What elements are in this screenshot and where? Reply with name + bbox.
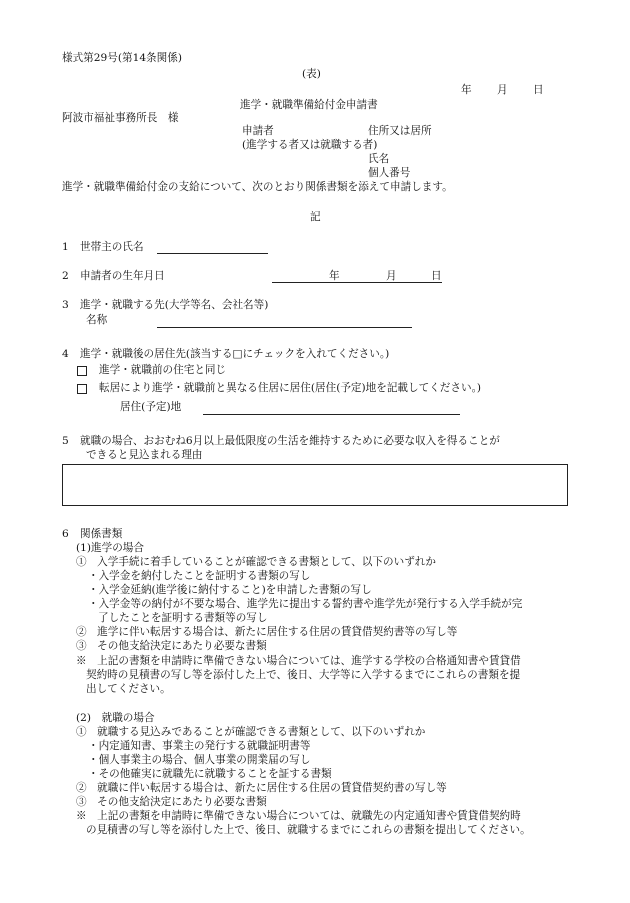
birthdate-field[interactable] xyxy=(272,282,442,283)
s1-bullet3a: ・入学金等の納付が不要な場合、進学先に提出する誓約書や進学先が発行する入学手続が完 xyxy=(88,598,523,610)
q2-year-label: 年 xyxy=(329,270,340,282)
s1-note2: 契約時の見積書の写し等を添付した上で、後日、大学等に入学するまでにこれらの書類を提 xyxy=(86,669,521,681)
applicant-label: 申請者 xyxy=(242,125,274,137)
q5-line2: できると見込まれる理由 xyxy=(86,449,203,461)
q1-number: 1 xyxy=(62,241,69,253)
personal-number-label: 個人番号 xyxy=(368,167,411,179)
s2-item1: ① 就職する見込みであることが確認できる書類として、以下のいずれか xyxy=(76,726,426,738)
q4-label: 進学・就職後の居住先(該当する□にチェックを入れてください。) xyxy=(80,348,390,360)
employment-reason-box[interactable] xyxy=(62,464,568,506)
residence-field[interactable] xyxy=(203,414,460,415)
s2-note1: ※ 上記の書類を申請時に準備できない場合については、就職先の内定通知書や賃貸借契約時 xyxy=(76,810,521,822)
q4-option2-label: 転居により進学・就職前と異なる住居に居住(居住(予定)地を記載してください。) xyxy=(99,382,482,394)
destination-name-field[interactable] xyxy=(157,327,412,328)
date-month-label: 月 xyxy=(497,84,508,96)
date-year-label: 年 xyxy=(461,84,472,96)
name-label: 氏名 xyxy=(368,153,390,165)
s2-bullet1: ・内定通知書、事業主の発行する就職証明書等 xyxy=(88,740,311,752)
moved-residence-checkbox[interactable] xyxy=(77,384,87,394)
addressee: 阿波市福祉事務所長 様 xyxy=(62,112,179,124)
applicant-sub-label: (進学する者又は就職する者) xyxy=(242,139,378,151)
same-residence-checkbox[interactable] xyxy=(77,366,87,376)
s2-bullet2: ・個人事業主の場合、個人事業の開業届の写し xyxy=(88,754,311,766)
s1-item1: ① 入学手続に着手していることが確認できる書類として、以下のいずれか xyxy=(76,556,436,568)
s2-title: (2) 就職の場合 xyxy=(76,712,155,724)
q3-label: 進学・就職する先(大学等名、会社名等) xyxy=(80,299,269,311)
s1-title: (1)進学の場合 xyxy=(76,542,144,554)
q5-number: 5 xyxy=(62,435,69,447)
form-title: 進学・就職準備給付金申請書 xyxy=(240,99,378,111)
s2-note2: の見積書の写し等を添付した上で、後日、就職するまでにこれらの書類を提出してください。 xyxy=(86,824,531,836)
q4-option1-label: 進学・就職前の住宅と同じ xyxy=(99,364,227,376)
q2-label: 申請者の生年月日 xyxy=(80,270,165,282)
date-day-label: 日 xyxy=(533,84,544,96)
q5-line1: 就職の場合、おおむね6月以上最低限度の生活を維持するために必要な収入を得ることが xyxy=(80,435,500,447)
q6-label: 関係書類 xyxy=(80,528,123,540)
s1-item2: ② 進学に伴い転居する場合は、新たに居住する住居の賃貸借契約書等の写し等 xyxy=(76,626,458,638)
form-number: 様式第29号(第14条関係) xyxy=(62,52,182,64)
ki-label: 記 xyxy=(310,211,321,223)
q2-number: 2 xyxy=(62,270,69,282)
s2-bullet3: ・その他確実に就職先に就職することを証する書類 xyxy=(88,768,332,780)
s2-item3: ③ その他支給決定にあたり必要な書類 xyxy=(76,796,267,808)
s1-bullet2: ・入学金延納(進学後に納付すること)を申請した書類の写し xyxy=(88,584,372,596)
q6-number: 6 xyxy=(62,528,69,540)
s1-bullet3b: 了したことを証明する書類等の写し xyxy=(98,612,268,624)
q4-number: 4 xyxy=(62,348,69,360)
s2-item2: ② 就職に伴い転居する場合は、新たに居住する住居の賃貸借契約書の写し等 xyxy=(76,782,447,794)
residence-label: 居住(予定)地 xyxy=(120,401,182,413)
q1-label: 世帯主の氏名 xyxy=(80,241,144,253)
intro-text: 進学・就職準備給付金の支給について、次のとおり関係書類を添えて申請します。 xyxy=(62,181,453,193)
form-side-label: (表) xyxy=(302,68,321,80)
q3-number: 3 xyxy=(62,299,69,311)
household-head-name-field[interactable] xyxy=(157,253,268,254)
q2-day-label: 日 xyxy=(431,270,442,282)
s1-note3: 出してください。 xyxy=(86,683,171,695)
s1-note1: ※ 上記の書類を申請時に準備できない場合については、進学する学校の合格通知書や賃貸借 xyxy=(76,655,521,667)
address-label: 住所又は居所 xyxy=(368,125,432,137)
s1-item3: ③ その他支給決定にあたり必要な書類 xyxy=(76,640,267,652)
q3-name-label: 名称 xyxy=(86,314,108,326)
q2-month-label: 月 xyxy=(386,270,397,282)
s1-bullet1: ・入学金を納付したことを証明する書類の写し xyxy=(88,570,311,582)
